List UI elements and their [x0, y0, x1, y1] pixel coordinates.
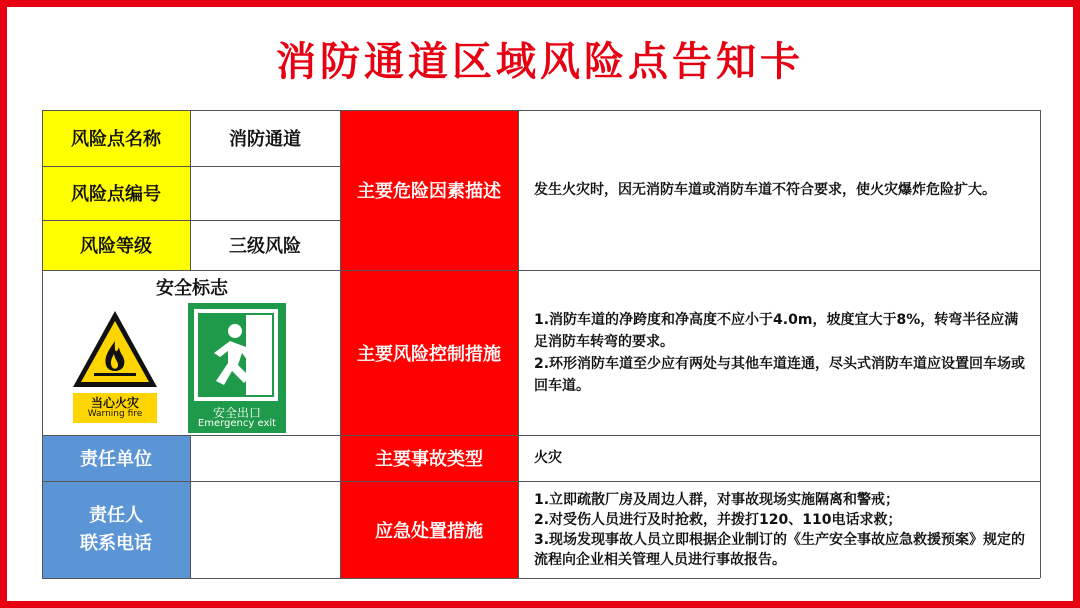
accident-type-label: 主要事故类型 [340, 435, 518, 481]
contact-label-line2: 联系电话 [80, 532, 152, 554]
contact-label [42, 481, 190, 578]
exit-sign-cn-text: 安全出口 [212, 406, 261, 420]
control-measures-label: 主要风险控制措施 [340, 270, 518, 435]
grid-line [42, 270, 1040, 271]
emergency-measures-text [518, 481, 1040, 578]
risk-level-label: 风险等级 [42, 220, 190, 270]
fire-sign-en-text: Warning fire [87, 409, 143, 419]
risk-name-value: 消防通道 [229, 129, 301, 150]
responsible-unit-label: 责任单位 [42, 435, 190, 481]
contact-value [190, 481, 340, 578]
emergency-measures-label: 应急处置措施 [340, 481, 518, 578]
hazard-factors-label: 主要危险因素描述 [340, 110, 518, 270]
risk-name-label: 风险点名称 [42, 110, 190, 166]
control-measures-text [518, 270, 1040, 435]
grid-line [42, 166, 340, 167]
risk-number-value [190, 166, 340, 220]
grid-line [42, 220, 340, 221]
control-measure-item: 2.环形消防车道至少应有两处与其他车道连通，尽头式消防车道应设置回车场或回车道。 [534, 355, 1026, 394]
grid-line [190, 435, 191, 578]
emergency-measure-item: 3.现场发现事故人员立即根据企业制订的《生产安全事故应急救援预案》规定的流程向企业相关管理人员进行事故报告。 [534, 531, 1026, 568]
grid-line [42, 578, 1040, 579]
accident-type-value: 火灾 [534, 450, 562, 466]
grid-line [42, 110, 1040, 111]
risk-level-value: 三级风险 [229, 236, 301, 257]
grid-line [42, 481, 1040, 482]
card-title: 消防通道区域风险点告知卡 [276, 39, 804, 85]
control-measure-item: 1.消防车道的净跨度和净高度不应小于4.0m，坡度宜大于8%，转弯半径应满足消防车转弯的要求。 [534, 311, 1019, 350]
hazard-description: 发生火灾时，因无消防车道或消防车道不符合要求，使火灾爆炸危险扩大。 [534, 182, 996, 198]
grid-line [190, 110, 191, 270]
grid-line [42, 110, 43, 578]
exit-sign-en-text: Emergency exit [197, 418, 277, 429]
emergency-measure-item: 1.立即疏散厂房及周边人群，对事故现场实施隔离和警戒； [534, 491, 900, 508]
safety-signs-title: 安全标志 [156, 278, 228, 299]
grid-line [42, 435, 1040, 436]
grid-line [518, 110, 519, 578]
fire-sign-cn-text: 当心火灾 [90, 396, 139, 410]
grid-line [1040, 110, 1041, 578]
contact-label-line1: 责任人 [89, 504, 143, 526]
emergency-measure-item: 2.对受伤人员进行及时抢救，并拨打120、110电话求救； [534, 511, 902, 528]
risk-number-label: 风险点编号 [42, 166, 190, 220]
grid-line [340, 110, 341, 578]
responsible-unit-value [190, 435, 340, 481]
